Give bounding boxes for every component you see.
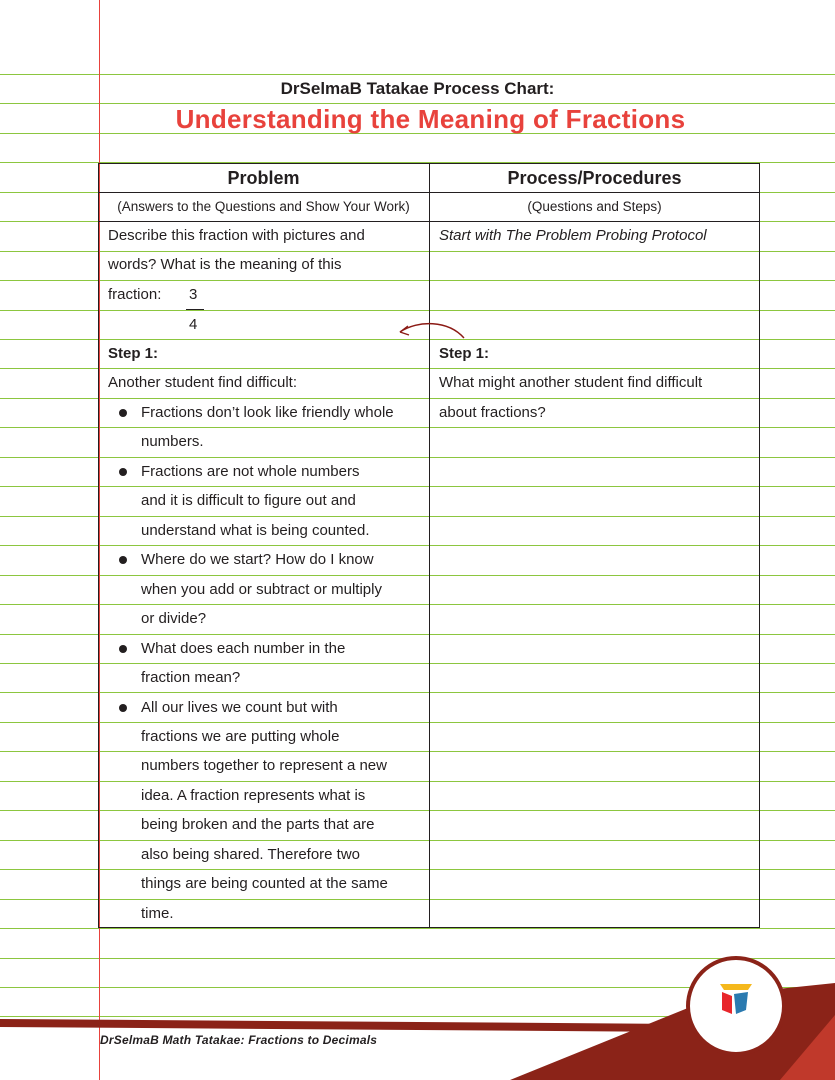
fraction-denominator: 4 <box>189 316 198 333</box>
bullet-text-line: What does each number in the <box>141 639 346 657</box>
bullet-text-line: time. <box>141 904 174 922</box>
step-question-line: What might another student find difficult <box>439 374 703 391</box>
bullet-text-line: being broken and the parts that are <box>141 816 375 834</box>
bullet-text-line: fraction mean? <box>141 669 241 687</box>
ruling-line <box>0 958 835 959</box>
step-label-right: Step 1: <box>439 345 490 362</box>
bullet-text-line: numbers together to represent a new <box>141 757 387 775</box>
page-title: Understanding the Meaning of Fractions <box>175 104 686 134</box>
bullet-icon <box>119 409 127 417</box>
ruling-line <box>0 928 835 929</box>
protocol-text: Start with The Problem Probing Protocol <box>439 227 707 244</box>
process-column-header: Process/Procedures <box>507 168 682 188</box>
bullet-text-line: Where do we start? How do I know <box>141 551 374 569</box>
bullet-text-line: understand what is being counted. <box>141 521 370 539</box>
logo-badge <box>686 956 786 1056</box>
step-question-line: about fractions? <box>439 404 546 421</box>
problem-text-line: fraction: <box>108 286 162 303</box>
bullet-text-line: idea. A fraction represents what is <box>141 786 366 804</box>
bullet-text-line: also being shared. Therefore two <box>141 845 361 863</box>
bullet-text-line: All our lives we count but with <box>141 698 338 716</box>
row-divider <box>98 221 760 222</box>
problem-column-header: Problem <box>227 168 300 188</box>
fraction-bar <box>186 309 204 310</box>
bullet-text-line: Fractions are not whole numbers <box>141 462 360 480</box>
problem-text-line: Describe this fraction with pictures and <box>108 227 365 244</box>
bullet-text-line: numbers. <box>141 433 204 451</box>
bullet-text-line: or divide? <box>141 610 207 628</box>
bullet-text-line: fractions we are putting whole <box>141 727 340 745</box>
ruling-line <box>0 74 835 75</box>
bullet-text-line: things are being counted at the same <box>141 875 388 893</box>
column-divider <box>429 163 430 928</box>
bullet-icon <box>119 468 127 476</box>
bullet-text-line: when you add or subtract or multiply <box>141 580 382 598</box>
process-column-subheader: (Questions and Steps) <box>527 199 662 214</box>
footer-title: DrSelmaB Math Tatakae: Fractions to Decimals <box>100 1033 378 1047</box>
bullet-icon <box>119 704 127 712</box>
bullet-text-line: Fractions don’t look like friendly whole <box>141 404 394 421</box>
process-chart-table <box>98 163 760 928</box>
bullet-text-line: and it is difficult to figure out and <box>141 492 356 510</box>
step-label-left: Step 1: <box>108 345 159 362</box>
difficulty-intro: Another student find difficult: <box>108 374 298 391</box>
chart-heading: DrSelmaB Tatakae Process Chart: <box>280 79 555 98</box>
fraction-numerator: 3 <box>189 286 198 303</box>
logo-icon <box>718 980 754 1016</box>
bullet-icon <box>119 645 127 653</box>
row-divider <box>98 192 760 193</box>
problem-column-subheader: (Answers to the Questions and Show Your Work) <box>117 199 410 214</box>
problem-text-line: words? What is the meaning of this <box>108 256 342 273</box>
